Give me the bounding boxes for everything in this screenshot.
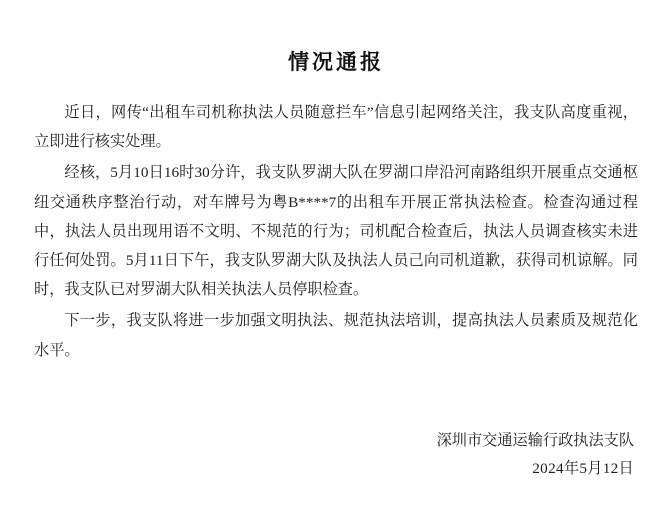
signature-date: 2024年5月12日 <box>532 459 634 477</box>
signature-organization: 深圳市交通运输行政执法支队 <box>436 431 634 449</box>
page-title: 情况通报 <box>288 49 384 74</box>
signature <box>34 427 638 489</box>
paragraph: 近日，网传“出租车司机称执法人员随意拦车”信息引起网络关注，我支队高度重视，立即进行核实处理。 <box>34 104 638 151</box>
document-body <box>34 98 638 367</box>
paragraph: 下一步，我支队将进一步加强文明执法、规范执法培训，提高执法人员素质及规范化水平。 <box>34 312 638 359</box>
paragraph: 经核，5月10日16时30分许，我支队罗湖大队在罗湖口岸沿河南路组织开展重点交通枢纽交通秩序整治行动，对车牌号为粤B****7的出租车开展正常执法检查。检查沟通过程中，执法人员出现用语不文明、不规范的行为；司机配合检查后，执法人员调查核实未进行任何处罚。5月11日下午，我支队罗湖大队及执法人员己向司机道歉，获得司机谅解。同时，我支队已对罗湖大队相关执法人员停职检查。 <box>34 164 638 299</box>
